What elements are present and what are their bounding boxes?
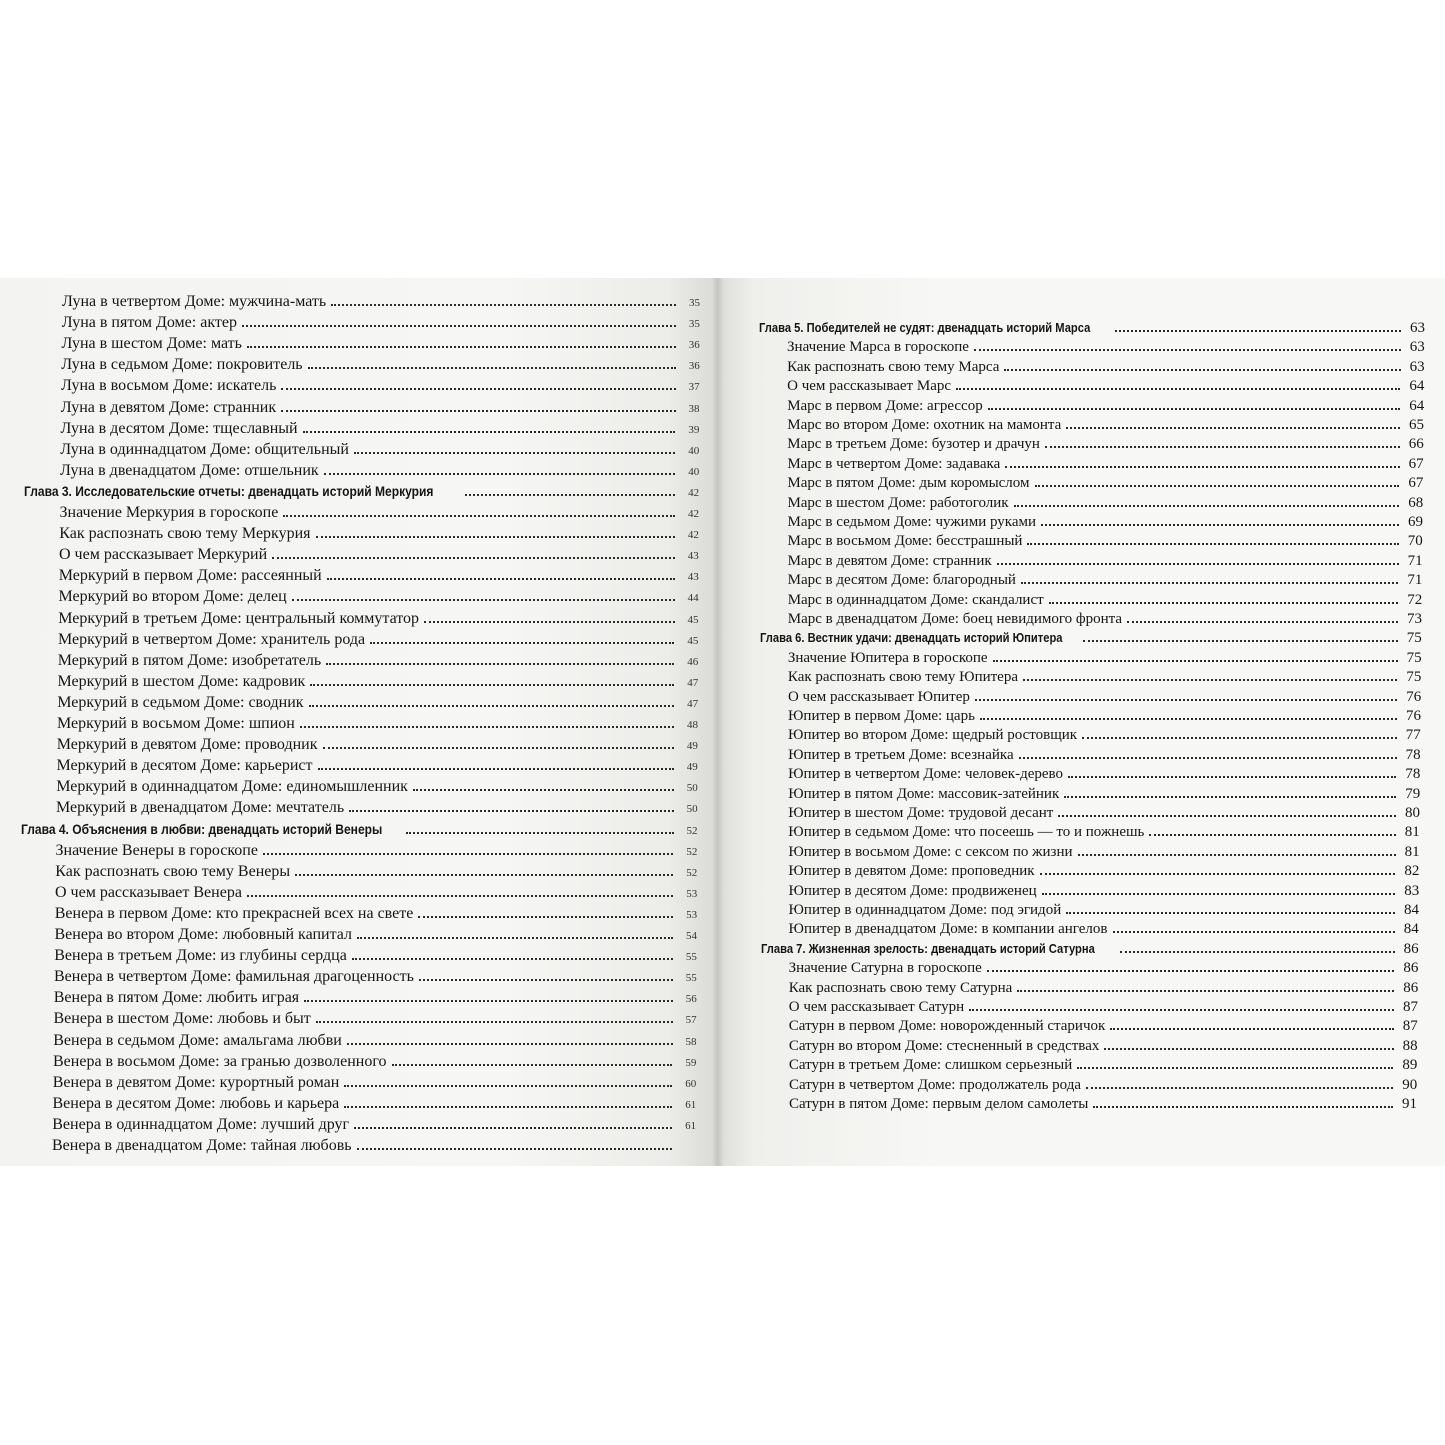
dot-leader: [1064, 781, 1396, 798]
page-number: 45: [687, 613, 699, 626]
dot-leader: [324, 457, 675, 475]
page-number: 75: [1406, 649, 1422, 666]
page-number: 48: [687, 719, 698, 731]
page-number: 35: [688, 318, 700, 331]
entry-title: Юпитер в седьмом Доме: что посеешь — то и пожнешь: [788, 824, 1145, 841]
toc-entry: [52, 1111, 696, 1134]
page-number: 43: [687, 571, 699, 584]
entry-title: Марс в четвертом Доме: задавака: [787, 455, 1001, 472]
chapter-title: Глава 7. Жизненная зрелость: двенадцать историй Сатурна: [760, 940, 1095, 956]
page-number: 78: [1405, 766, 1421, 783]
page-number: 37: [688, 381, 700, 394]
entry-title: Меркурий в восьмом Доме: шпион: [57, 715, 295, 732]
entry-title: Венера в четвертом Доме: фамильная драгоценность: [54, 968, 414, 986]
toc-entry: [62, 309, 700, 332]
entry-title: Луна в девятом Доме: странник: [60, 398, 277, 416]
page-number: 55: [685, 951, 697, 964]
entry-title: Венера во втором Доме: любовный капитал: [54, 926, 352, 943]
toc-entry: [54, 963, 697, 986]
toc-entry: [55, 858, 697, 881]
page-number: 84: [1403, 921, 1419, 938]
dot-leader: [392, 1048, 673, 1066]
dot-leader: [352, 942, 673, 960]
page-number: 55: [685, 972, 697, 985]
toc-entry: [58, 668, 699, 691]
dot-leader: [1021, 567, 1398, 584]
page-number: 54: [686, 930, 697, 942]
entry-title: Венера в двенадцатом Доме: тайная любовь: [52, 1137, 352, 1154]
entry-title: Юпитер во втором Доме: щедрый ростовщик: [788, 727, 1078, 744]
entry-title: Марс в восьмом Доме: бесстрашный: [787, 533, 1023, 550]
dot-leader: [1014, 490, 1400, 507]
toc-entry: [59, 562, 699, 585]
page-number: 59: [685, 1056, 697, 1069]
page-number: 83: [1404, 882, 1420, 899]
dot-leader: [357, 1132, 672, 1150]
entry-title: Сатурн в третьем Доме: слишком серьезный: [788, 1057, 1073, 1074]
entry-title: Марс в десятом Доме: благородный: [787, 572, 1016, 589]
right-page: [718, 278, 1445, 1166]
page-number: 42: [688, 508, 699, 520]
page-number: 63: [1410, 320, 1425, 336]
dot-leader: [300, 710, 674, 728]
dot-leader: [419, 963, 673, 981]
chapter-title: Глава 6. Вестник удачи: двенадцать историй Юпитера: [759, 630, 1063, 646]
entry-title: Марс в девятом Доме: странник: [787, 552, 992, 569]
dot-leader: [993, 645, 1398, 662]
page-number: 80: [1405, 805, 1420, 821]
page-number: 46: [687, 655, 699, 668]
toc-entry: [56, 837, 698, 860]
entry-title: Меркурий в третьем Доме: центральный коммутатор: [58, 609, 420, 627]
entry-title: О чем рассказывает Венера: [55, 883, 242, 901]
dot-leader: [1040, 858, 1396, 875]
toc-entry: [56, 773, 697, 796]
toc-entry: [789, 1091, 1417, 1113]
dot-leader: [308, 351, 676, 369]
toc-entry: [53, 1027, 696, 1050]
page-number: 64: [1409, 378, 1425, 395]
entry-title: Луна в четвертом Доме: мужчина-мать: [62, 293, 327, 310]
dot-leader: [974, 334, 1401, 351]
entry-title: Как распознать свою тему Меркурия: [59, 525, 311, 543]
entry-title: Венера в десятом Доме: любовь и карьера: [52, 1094, 340, 1112]
entry-title: Марс в шестом Доме: работоголик: [787, 494, 1009, 511]
entry-title: Венера в первом Доме: кто прекрасней всех на свете: [54, 904, 414, 922]
dot-leader: [1004, 354, 1400, 371]
page-number: 53: [686, 887, 698, 900]
page-number: 69: [1408, 514, 1423, 530]
entry-title: Луна в десятом Доме: тщеславный: [60, 419, 298, 437]
entry-title: Марс в третьем Доме: бузотер и драчун: [787, 436, 1040, 453]
dot-leader: [327, 562, 675, 580]
page-number: 42: [687, 529, 699, 542]
dot-leader: [309, 689, 675, 707]
page-number: 72: [1407, 591, 1423, 608]
toc-entry: [54, 942, 697, 965]
toc-entry: [58, 626, 698, 649]
page-number: 53: [686, 908, 698, 921]
page-number: 50: [686, 782, 698, 795]
page-number: 70: [1407, 533, 1423, 550]
dot-leader: [1120, 936, 1395, 953]
dot-leader: [354, 436, 675, 454]
dot-leader: [997, 548, 1399, 565]
dot-leader: [1017, 975, 1394, 992]
page-number: 57: [685, 1014, 697, 1027]
dot-leader: [316, 520, 675, 538]
toc-entry: [54, 984, 697, 1007]
page-number: 75: [1406, 630, 1422, 647]
entry-title: О чем рассказывает Марс: [787, 378, 952, 395]
entry-title: Луна в одиннадцатом Доме: общительный: [60, 440, 349, 458]
left-page: [0, 278, 718, 1166]
page-number: 68: [1408, 494, 1424, 511]
page-number: 50: [686, 803, 698, 816]
dot-leader: [370, 626, 674, 644]
dot-leader: [980, 703, 1397, 720]
entry-title: Юпитер в первом Доме: царь: [788, 708, 975, 724]
entry-title: Меркурий в седьмом Доме: сводник: [57, 693, 304, 711]
entry-title: Сатурн в четвертом Доме: продолжатель рода: [788, 1076, 1082, 1093]
page-number: 61: [685, 1119, 697, 1132]
dot-leader: [1113, 916, 1395, 933]
entry-title: Меркурий в пятом Доме: изобретатель: [57, 651, 322, 669]
entry-title: Венера в шестом Доме: любовь и быт: [53, 1010, 311, 1028]
dot-leader: [1083, 625, 1398, 642]
page-number: 81: [1404, 843, 1420, 860]
dot-leader: [310, 668, 674, 686]
entry-title: Как распознать свою тему Юпитера: [787, 669, 1018, 686]
entry-title: Меркурий в двенадцатом Доме: мечтатель: [56, 799, 345, 817]
toc-entry: [53, 1069, 697, 1092]
dot-leader: [242, 309, 676, 327]
page-number: 66: [1408, 436, 1424, 453]
dot-leader: [263, 837, 673, 855]
dot-leader: [406, 816, 673, 834]
entry-title: Меркурий во втором Доме: делец: [58, 588, 287, 606]
page-number: 76: [1406, 688, 1422, 705]
dot-leader: [357, 921, 673, 939]
toc-entry: [62, 330, 700, 353]
toc-entry: [59, 520, 699, 543]
dot-leader: [272, 541, 675, 559]
page-number: 91: [1402, 1096, 1417, 1112]
toc-entry: [57, 689, 698, 712]
dot-leader: [1068, 761, 1396, 778]
entry-title: Как распознать свою тему Венеры: [55, 862, 291, 880]
toc-entry: [59, 583, 699, 606]
toc-entry: [61, 394, 700, 417]
dot-leader: [349, 794, 673, 812]
entry-title: Луна в седьмом Доме: покровитель: [61, 356, 303, 374]
entry-title: Марс в пятом Доме: дым коромыслом: [787, 475, 1030, 492]
page-number: 87: [1403, 999, 1418, 1015]
entry-title: Как распознать свою тему Сатурна: [788, 979, 1013, 996]
entry-title: Венера в одиннадцатом Доме: лучший друг: [52, 1115, 350, 1133]
toc-entry: [55, 879, 697, 902]
toc-entry: [55, 900, 697, 923]
page-number: 42: [688, 486, 700, 499]
chapter-title: Глава 4. Объяснения в любви: двенадцать историй Венеры: [21, 820, 383, 837]
toc-entry: [62, 288, 700, 311]
page-number: 71: [1407, 552, 1423, 569]
entry-title: Марс во втором Доме: охотник на мамонта: [787, 417, 1062, 433]
toc-entry: [58, 647, 699, 670]
entry-title: Марс в одиннадцатом Доме: скандалист: [787, 591, 1044, 608]
page-number: 60: [685, 1077, 697, 1090]
chapter-title: Глава 3. Исследовательские отчеты: двенадцать историй Меркурия: [23, 482, 434, 499]
chapter-title: Глава 5. Победителей не судят: двенадцать историй Марса: [759, 320, 1091, 335]
page-number: 75: [1406, 669, 1422, 686]
toc-entry: [60, 499, 700, 522]
entry-title: Луна в шестом Доме: мать: [61, 335, 242, 353]
toc-chapter-heading: [24, 478, 699, 499]
entry-title: Значение Марса в гороскопе: [787, 339, 969, 356]
toc-entry: [61, 351, 699, 374]
entry-title: Меркурий в шестом Доме: кадровик: [57, 672, 306, 690]
dot-leader: [1035, 470, 1400, 487]
page-number: 56: [685, 993, 697, 1006]
page-number: 52: [686, 824, 698, 837]
toc-entry: [60, 457, 699, 480]
dot-leader: [1077, 1052, 1393, 1069]
dot-leader: [247, 879, 673, 897]
page-number: 79: [1405, 785, 1421, 802]
book-spread: [0, 278, 1445, 1166]
page-number: 47: [687, 697, 699, 710]
toc-entry: [60, 436, 699, 459]
toc-entry: [53, 1090, 697, 1113]
dot-leader: [1023, 664, 1397, 681]
entry-title: Марс в седьмом Доме: чужими руками: [787, 514, 1037, 530]
dot-leader: [1027, 528, 1398, 545]
dot-leader: [283, 499, 675, 517]
page-number: 52: [686, 866, 698, 879]
dot-leader: [424, 605, 674, 623]
entry-title: Юпитер в четвертом Доме: человек-дерево: [788, 766, 1063, 783]
page-number: 89: [1402, 1057, 1418, 1074]
page-number: 49: [686, 761, 698, 774]
entry-title: Меркурий в первом Доме: рассеянный: [58, 567, 322, 585]
dot-leader: [969, 994, 1394, 1011]
page-number: 86: [1403, 940, 1419, 957]
page-number: 36: [688, 360, 700, 373]
dot-leader: [465, 478, 675, 496]
toc-entry: [57, 731, 698, 754]
entry-title: Значение Сатурна в гороскопе: [788, 960, 982, 977]
page-number: 73: [1407, 611, 1422, 627]
entry-title: Меркурий в десятом Доме: карьерист: [56, 757, 313, 775]
entry-title: Сатурн в пятом Доме: первым делом самолеты: [789, 1096, 1089, 1112]
entry-title: Марс в двенадцатом Доме: боец невидимого фронта: [787, 611, 1123, 627]
dot-leader: [1093, 1091, 1393, 1108]
entry-title: Юпитер в пятом Доме: массовик-затейник: [788, 785, 1060, 802]
page-number: 43: [687, 550, 699, 563]
toc-entry: [61, 415, 700, 438]
entry-title: Меркурий в четвертом Доме: хранитель рода: [58, 630, 366, 648]
dot-leader: [316, 1005, 673, 1023]
dot-leader: [1066, 897, 1395, 914]
entry-title: Юпитер в двенадцатом Доме: в компании ангелов: [788, 921, 1108, 938]
page-number: 63: [1409, 339, 1425, 356]
page-number: 90: [1402, 1076, 1418, 1093]
dot-leader: [331, 288, 676, 306]
toc-entry: [57, 752, 698, 775]
dot-leader: [418, 900, 673, 918]
entry-title: Юпитер в десятом Доме: продвиженец: [788, 882, 1037, 899]
dot-leader: [344, 1090, 672, 1108]
entry-title: Венера в девятом Доме: курортный роман: [52, 1073, 340, 1091]
page-number: 86: [1403, 960, 1419, 977]
entry-title: Юпитер в девятом Доме: проповедник: [788, 863, 1035, 880]
dot-leader: [281, 394, 675, 412]
dot-leader: [413, 773, 674, 791]
dot-leader: [1005, 451, 1399, 468]
toc-entry: [52, 1132, 696, 1155]
dot-leader: [1045, 431, 1400, 448]
entry-title: О чем рассказывает Юпитер: [787, 688, 970, 705]
entry-title: Юпитер в третьем Доме: всезнайка: [788, 746, 1014, 763]
page-number: 64: [1409, 397, 1425, 414]
page-number: 61: [685, 1098, 697, 1111]
toc-entry: [58, 605, 698, 628]
dot-leader: [1042, 878, 1396, 895]
page-number: 58: [685, 1035, 697, 1048]
page-number: 63: [1409, 358, 1425, 375]
dot-leader: [1078, 839, 1396, 856]
page-number: 67: [1408, 455, 1424, 472]
dot-leader: [1082, 722, 1397, 739]
toc-entry: [54, 1005, 697, 1028]
entry-title: О чем рассказывает Сатурн: [788, 999, 965, 1015]
dot-leader: [987, 955, 1395, 972]
page-number: 86: [1403, 979, 1419, 996]
dot-leader: [347, 1027, 673, 1045]
page-number: 82: [1404, 863, 1420, 880]
entry-title: Луна в пятом Доме: актер: [61, 314, 237, 332]
page-number: 71: [1407, 572, 1423, 589]
page-number: 49: [686, 740, 698, 753]
entry-title: Луна в восьмом Доме: искатель: [61, 377, 277, 395]
page-number: 38: [688, 402, 700, 415]
page-number: 84: [1404, 902, 1419, 918]
toc-entry: [55, 921, 698, 944]
dot-leader: [292, 583, 675, 601]
dot-leader: [1041, 509, 1399, 526]
dot-leader: [295, 858, 673, 876]
dot-leader: [1019, 742, 1397, 759]
page-number: 88: [1402, 1037, 1418, 1054]
page-number: 76: [1406, 708, 1421, 724]
page-number: 40: [688, 465, 700, 478]
page-number: 81: [1404, 824, 1420, 841]
page-number: 45: [687, 634, 699, 647]
dot-leader: [1110, 1013, 1394, 1030]
dot-leader: [956, 373, 1400, 390]
dot-leader: [281, 372, 675, 390]
dot-leader: [323, 731, 674, 749]
entry-title: Юпитер в шестом Доме: трудовой десант: [788, 805, 1054, 821]
dot-leader: [1149, 819, 1395, 836]
entry-title: Венера в третьем Доме: из глубины сердца: [54, 947, 347, 965]
page-number: 47: [687, 676, 699, 689]
dot-leader: [1066, 412, 1400, 429]
entry-title: Юпитер в одиннадцатом Доме: под эгидой: [788, 902, 1062, 918]
dot-leader: [975, 684, 1397, 701]
page-number: 78: [1405, 746, 1421, 763]
toc-chapter-heading: [21, 816, 697, 837]
entry-title: Юпитер в восьмом Доме: с сексом по жизни: [788, 843, 1073, 860]
entry-title: Значение Меркурия в гороскопе: [59, 504, 279, 521]
dot-leader: [354, 1111, 672, 1129]
book-gutter: [712, 278, 724, 1166]
entry-title: Меркурий в одиннадцатом Доме: единомышленник: [56, 778, 408, 796]
toc-entry: [61, 372, 700, 395]
page-number: 87: [1402, 1018, 1418, 1035]
dot-leader: [1086, 1072, 1393, 1089]
entry-title: Значение Юпитера в гороскопе: [787, 649, 988, 666]
dot-leader: [247, 330, 676, 348]
entry-title: Сатурн в первом Доме: новорожденный старичок: [788, 1018, 1106, 1035]
entry-title: Как распознать свою тему Марса: [787, 358, 1000, 375]
dot-leader: [326, 647, 674, 665]
entry-title: Венера в восьмом Доме: за гранью дозволенного: [53, 1052, 387, 1070]
entry-title: Венера в седьмом Доме: амальгама любви: [53, 1031, 342, 1049]
dot-leader: [304, 984, 673, 1002]
page-number: 44: [687, 592, 699, 605]
entry-title: Меркурий в девятом Доме: проводник: [56, 736, 318, 754]
page-number: 40: [688, 444, 700, 457]
entry-title: Сатурн во втором Доме: стесненный в средствах: [788, 1037, 1100, 1054]
toc-entry: [56, 794, 698, 817]
dot-leader: [1127, 606, 1398, 623]
dot-leader: [344, 1069, 672, 1087]
entry-title: О чем рассказывает Меркурий: [59, 546, 268, 564]
toc-entry: [59, 541, 699, 564]
dot-leader: [303, 415, 676, 433]
page-number: 67: [1408, 475, 1424, 492]
page-number: 35: [689, 297, 700, 309]
toc-entry: [53, 1048, 696, 1071]
dot-leader: [1058, 800, 1396, 817]
entry-title: Луна в двенадцатом Доме: отшельник: [60, 461, 319, 479]
toc-entry: [57, 710, 698, 733]
page-number: 77: [1405, 727, 1421, 744]
dot-leader: [988, 393, 1400, 410]
page-number: 36: [688, 339, 700, 352]
entry-title: Венера в пятом Доме: любить играя: [53, 989, 300, 1007]
dot-leader: [318, 752, 674, 770]
page-number: 52: [686, 845, 698, 858]
page-number: 39: [688, 423, 700, 436]
page-number: 65: [1409, 417, 1424, 433]
dot-leader: [1049, 587, 1399, 604]
dot-leader: [1104, 1033, 1393, 1050]
dot-leader: [1115, 315, 1401, 332]
entry-title: Значение Венеры в гороскопе: [55, 841, 258, 859]
entry-title: Марс в первом Доме: агрессор: [787, 397, 983, 414]
